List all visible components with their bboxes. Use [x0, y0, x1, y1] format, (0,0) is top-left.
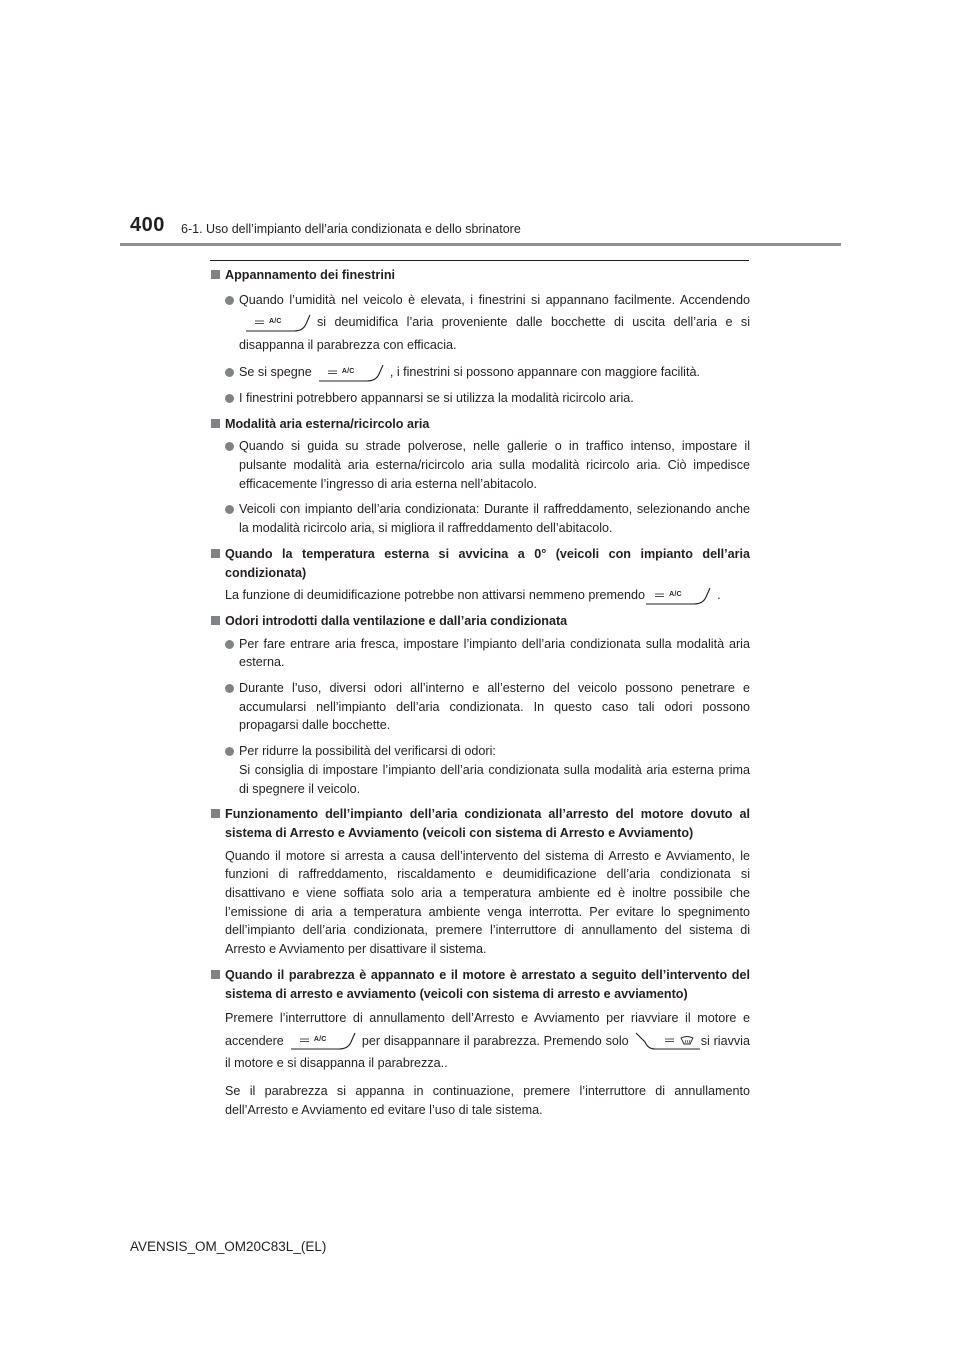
square-bullet-icon	[211, 809, 220, 818]
paragraph: Se il parabrezza si appanna in continuazione, premere l’interruttore di annullamento dell’Arresto e Avviamento ed evitare l’uso di tale sistema.	[225, 1083, 750, 1117]
list-item: I finestrini potrebbero appannarsi se si utilizza la modalità ricircolo aria.	[210, 389, 750, 408]
square-bullet-icon	[211, 549, 220, 558]
round-bullet-icon	[225, 684, 234, 693]
section-windshield-fogged	[210, 966, 750, 1119]
chapter-title: 6-1. Uso dell’impianto dell’aria condizionata e dello sbrinatore	[181, 222, 521, 236]
section-title: Quando il parabrezza è appannato e il motore è arrestato a seguito dell’intervento del sistema di arresto e avviamento (veicoli con sistema di arresto e avviamento)	[225, 967, 750, 1001]
round-bullet-icon	[225, 442, 234, 451]
list-item: Veicoli con impianto dell’aria condizionata: Durante il raffreddamento, selezionando anche la modalità ricircolo aria, si migliora il raffreddamento dell’abitacolo.	[210, 500, 750, 537]
round-bullet-icon	[225, 296, 234, 305]
page-number: 400	[130, 214, 165, 236]
list-item: Quando l’umidità nel veicolo è elevata, i finestrini si appannano facilmente. Accendendo A/C si deumidifica l’aria proveniente dalle bocchette di uscita dell’aria e si disappanna il parabrezza con efficacia.	[210, 289, 750, 357]
paragraph: Quando il motore si arresta a causa dell’intervento del sistema di Arresto e Avviamento, le funzioni di raffreddamento, riscaldamento e deumidificazione dell’aria condizionata si disattivano e viene soffiata solo aria a temperatura ambiente ed è inoltre possibile che l’emissione di aria a temperatura ambiente venga interrotta. Per evitare lo spegnimento dell’impianto dell’aria condizionata, premere l’interruttore di annullamento del sistema di Arresto e Avviamento per disattivare il sistema.	[225, 848, 750, 957]
section-title: Modalità aria esterna/ricircolo aria	[225, 416, 430, 431]
section-title: Funzionamento dell’impianto dell’aria condizionata all’arresto del motore dovuto al sistema di Arresto e Avviamento (veicoli con sistema di Arresto e Avviamento)	[225, 807, 750, 840]
section-rule	[210, 260, 749, 261]
round-bullet-icon	[225, 505, 234, 514]
windshield-defogger-button-icon	[635, 1032, 701, 1050]
square-bullet-icon	[211, 616, 220, 625]
round-bullet-icon	[225, 368, 234, 377]
paragraph: Premere l’interruttore di annullamento dell’Arresto e Avviamento per riavviare il motore e accendere A/C per disappannare il parabrezza. Premendo solo si riavvia il motore e si disappanna il parabrezza..	[225, 1011, 750, 1071]
ac-button-icon: A/C	[318, 364, 384, 382]
list-item: Per fare entrare aria fresca, impostare l’impianto dell’aria condizionata sulla modalità aria esterna.	[210, 635, 750, 672]
round-bullet-icon	[225, 747, 234, 756]
list-item: Quando si guida su strade polverose, nelle gallerie o in traffico intenso, impostare il pulsante modalità aria esterna/ricircolo aria sulla modalità ricircolo aria. Ciò impedisce efficacemente l’ingresso di aria esterna nell’abitacolo.	[210, 437, 750, 493]
header-rule	[120, 243, 841, 246]
section-title: Appannamento dei finestrini	[225, 268, 396, 282]
section-low-temperature	[210, 545, 750, 605]
section-title: Quando la temperatura esterna si avvicina a 0° (veicoli con impianto dell’aria condizionata)	[225, 546, 750, 580]
list-item: Per ridurre la possibilità del verificarsi di odori: Si consiglia di impostare l’impianto dell’aria condizionata sulla modalità aria esterna prima di spegnere il veicolo.	[210, 742, 750, 798]
round-bullet-icon	[225, 394, 234, 403]
ac-button-icon: A/C	[245, 314, 311, 332]
paragraph: La funzione di deumidificazione potrebbe non attivarsi nemmeno premendo A/C .	[210, 586, 750, 605]
section-fogging	[210, 266, 750, 408]
square-bullet-icon	[211, 270, 220, 279]
square-bullet-icon	[211, 419, 220, 428]
round-bullet-icon	[225, 640, 234, 649]
footer-manual-code: AVENSIS_OM_OM20C83L_(EL)	[130, 1239, 327, 1254]
list-item: Durante l’uso, diversi odori all’interno e all’esterno del veicolo possono penetrare e accumularsi nell’impianto dell’aria condizionata. In questo caso tali odori possono propagarsi dalle bocchette.	[210, 679, 750, 735]
section-title: Odori introdotti dalla ventilazione e dall’aria condizionata	[225, 613, 568, 628]
section-odors	[210, 612, 750, 798]
page-content	[210, 266, 750, 1126]
square-bullet-icon	[211, 970, 220, 979]
section-stop-start-ac	[210, 805, 750, 959]
list-item: Se si spegne A/C , i finestrini si possono appannare con maggiore facilità.	[210, 363, 750, 382]
ac-button-icon: A/C	[645, 587, 711, 605]
ac-button-icon: A/C	[290, 1032, 356, 1050]
section-recirculation	[210, 415, 750, 538]
